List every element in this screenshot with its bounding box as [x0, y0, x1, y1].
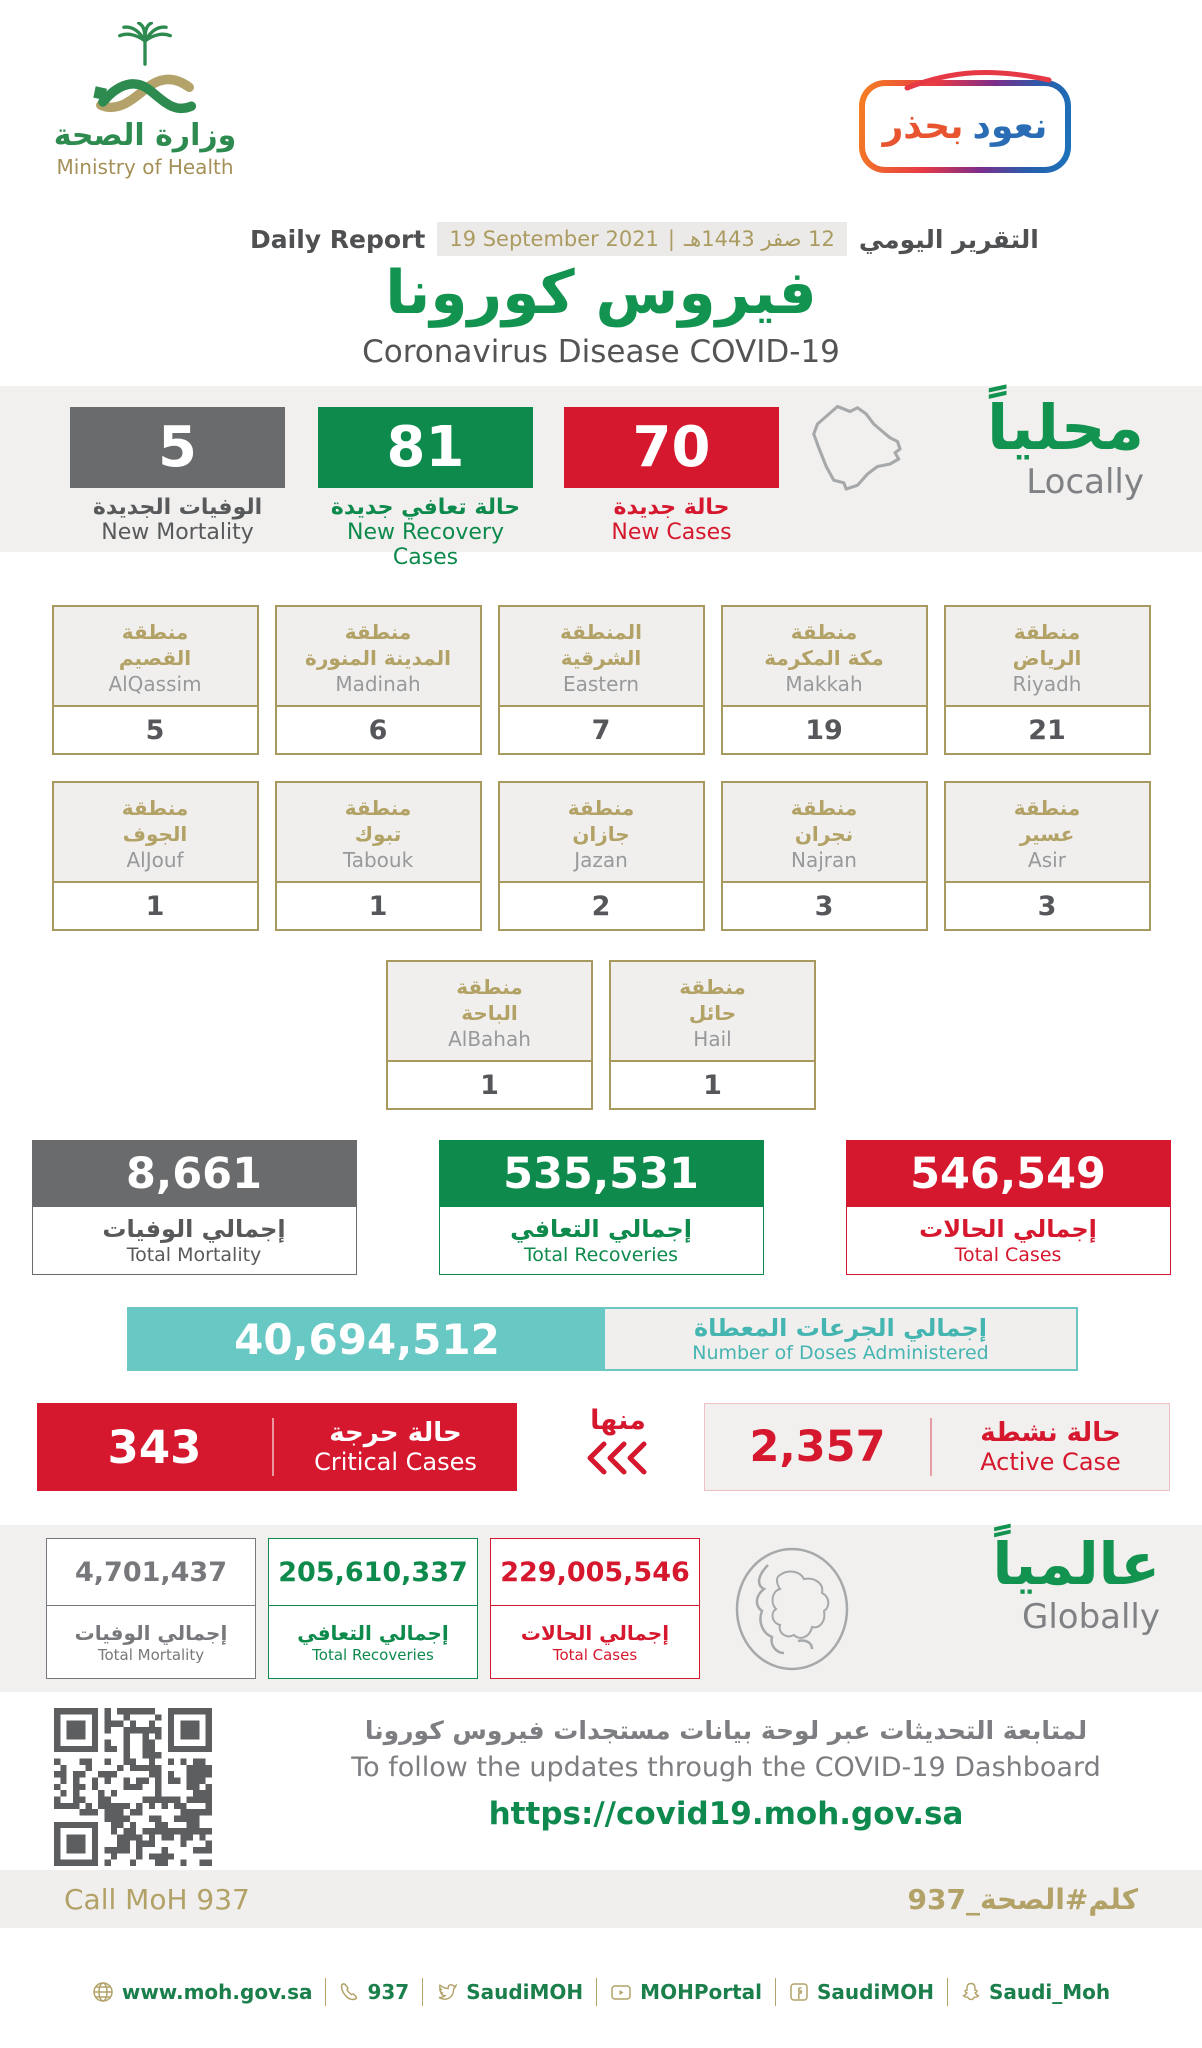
globally-heading-en: Globally [1021, 1596, 1160, 1637]
region-name-en: Tabouk [342, 847, 414, 872]
region-value: 5 [145, 714, 165, 746]
critical-cases-label-ar: حالة حرجة [329, 1418, 462, 1448]
active-cases-box [704, 1403, 1170, 1491]
new-recoveries-stat [318, 407, 533, 570]
region-name-en: Asir [1028, 847, 1066, 872]
region-name-ar: منطقة نجران [790, 795, 858, 846]
total-cases-label-en: Total Cases [954, 1244, 1062, 1266]
dashboard-line-ar: لمتابعة التحديثات عبر لوحة بيانات مستجدات فيروس كورونا [364, 1716, 1088, 1745]
global-mortality-value: 4,701,437 [47, 1539, 255, 1606]
global-recoveries-label-en: Total Recoveries [312, 1645, 434, 1664]
of-which-label: منها [590, 1405, 646, 1436]
global-recoveries-label-ar: إجمالي التعافي [297, 1620, 449, 1645]
new-recoveries-value: 81 [318, 407, 533, 488]
region-card-aljouf [52, 781, 259, 931]
global-mortality-card [46, 1538, 256, 1679]
new-mortality-value: 5 [70, 407, 285, 488]
status-row [0, 1403, 1202, 1491]
total-cases-card [846, 1140, 1171, 1275]
dashboard-info [290, 1716, 1162, 1832]
footer-item-youtube[interactable]: MOHPortal [597, 1980, 775, 2004]
region-name-ar: منطقة القصيم [118, 619, 192, 670]
region-card-jazan [498, 781, 705, 931]
region-card-eastern [498, 605, 705, 755]
global-cases-value: 229,005,546 [491, 1539, 699, 1606]
globally-heading [992, 1530, 1160, 1637]
footer-item-phone[interactable]: 937 [326, 1980, 422, 2004]
logo-arabic-text: وزارة الصحة [53, 118, 237, 153]
moh-logo-icon [70, 22, 220, 122]
region-name-ar: منطقة المدينة المنورة [305, 619, 451, 670]
region-value: 7 [591, 714, 611, 746]
region-value: 21 [1028, 714, 1066, 746]
locally-section [0, 386, 1202, 570]
region-name-en: Hail [693, 1026, 732, 1051]
footer-item-facebook[interactable]: SaudiMOH [776, 1980, 947, 2004]
region-name-en: AlJouf [126, 847, 184, 872]
region-value: 1 [368, 890, 388, 922]
critical-cases-value: 343 [107, 1420, 202, 1474]
logo-english-text: Ministry of Health [56, 155, 234, 179]
active-cases-label-en: Active Case [980, 1448, 1121, 1476]
region-value: 1 [703, 1069, 722, 1101]
badge-swoosh-icon [903, 66, 1053, 92]
global-cases-label-en: Total Cases [552, 1645, 638, 1664]
qr-code [54, 1708, 212, 1866]
region-name-en: Najran [791, 847, 857, 872]
return-with-caution-badge [859, 80, 1071, 173]
region-name-ar: منطقة الباحة [456, 974, 523, 1025]
footer-item-twitter[interactable]: SaudiMOH [423, 1980, 596, 2004]
new-recoveries-label-en: New Recovery Cases [347, 520, 504, 570]
total-cases-value: 546,549 [847, 1141, 1170, 1207]
total-mortality-label-en: Total Mortality [126, 1244, 262, 1266]
saudi-arabia-map-icon [795, 394, 945, 524]
new-recoveries-label-ar: حالة تعافي جديدة [330, 495, 521, 520]
new-mortality-label-en: New Mortality [101, 520, 254, 545]
doses-value: 40,694,512 [129, 1309, 605, 1369]
region-card-makkah [721, 605, 928, 755]
active-cases-value: 2,357 [749, 1422, 886, 1472]
youtube-icon [610, 1982, 632, 2002]
total-cases-label-ar: إجمالي الحالات [919, 1215, 1097, 1243]
region-name-ar: منطقة مكة المكرمة [764, 619, 884, 670]
of-which-connector [570, 1403, 666, 1476]
snapchat-icon [961, 1982, 981, 2002]
region-card-alqassim [52, 605, 259, 755]
totals-row [0, 1140, 1202, 1275]
critical-cases-box [37, 1403, 517, 1491]
total-mortality-value: 8,661 [33, 1141, 356, 1207]
region-card-asir [944, 781, 1151, 931]
region-name-en: Madinah [335, 671, 421, 696]
doses-administered-bar [127, 1307, 1078, 1371]
call-moh-label-en: Call MoH 937 [64, 1882, 250, 1916]
region-value: 2 [591, 890, 611, 922]
total-mortality-card [32, 1140, 357, 1275]
region-name-ar: منطقة عسير [1013, 795, 1081, 846]
region-card-riyadh [944, 605, 1151, 755]
region-name-en: Makkah [785, 671, 863, 696]
region-name-en: Eastern [562, 671, 639, 696]
footer-item-website[interactable]: www.moh.gov.sa [79, 1980, 326, 2004]
call-moh-hashtag-ar: كلم#الصحة_937 [907, 1882, 1138, 1916]
region-card-tabouk [275, 781, 482, 931]
global-recoveries-card [268, 1538, 478, 1679]
region-name-en: Riyadh [1012, 671, 1082, 696]
total-recoveries-card [439, 1140, 764, 1275]
region-name-ar: منطقة الجوف [121, 795, 189, 846]
total-recoveries-label-en: Total Recoveries [523, 1244, 679, 1266]
global-cases-label-ar: إجمالي الحالات [520, 1620, 670, 1645]
locally-heading [987, 391, 1144, 503]
globally-heading-ar: عالمياً [992, 1530, 1160, 1598]
region-name-ar: منطقة تبوك [344, 795, 412, 846]
global-mortality-label-ar: إجمالي الوفيات [74, 1620, 228, 1645]
region-value: 3 [814, 890, 834, 922]
region-value: 6 [368, 714, 388, 746]
active-cases-label-ar: حالة نشطة [980, 1418, 1121, 1448]
region-row-3 [0, 960, 1202, 1110]
global-cases-card [490, 1538, 700, 1679]
global-recoveries-value: 205,610,337 [269, 1539, 477, 1606]
new-mortality-stat [70, 407, 285, 545]
locally-heading-ar: محلياً [987, 391, 1144, 464]
region-name-ar: منطقة حائل [679, 974, 746, 1025]
footer-item-snapchat[interactable]: Saudi_Moh [948, 1980, 1123, 2004]
new-cases-value: 70 [564, 407, 779, 488]
region-name-en: Jazan [574, 847, 628, 872]
region-card-madinah [275, 605, 482, 755]
region-card-najran [721, 781, 928, 931]
chevrons-left-icon [582, 1440, 654, 1476]
badge-text: نعود بحذر [865, 86, 1065, 167]
new-cases-stat [564, 407, 779, 545]
critical-cases-label-en: Critical Cases [314, 1448, 477, 1476]
total-mortality-label-ar: إجمالي الوفيات [102, 1215, 286, 1243]
total-recoveries-label-ar: إجمالي التعافي [510, 1215, 692, 1243]
doses-label-en: Number of Doses Administered [692, 1342, 989, 1364]
phone-icon [339, 1982, 359, 2002]
region-value: 19 [805, 714, 843, 746]
new-cases-label-ar: حالة جديدة [613, 495, 730, 520]
region-card-hail [609, 960, 816, 1110]
page-title-arabic: فيروس كورونا [385, 258, 817, 328]
total-recoveries-value: 535,531 [440, 1141, 763, 1207]
dashboard-url-link[interactable]: https://covid19.moh.gov.sa [488, 1796, 964, 1832]
page-title-english: Coronavirus Disease COVID-19 [362, 334, 840, 370]
daily-report-label-ar: التقرير اليومي [858, 224, 1039, 254]
region-row-2 [0, 781, 1202, 931]
facebook-icon [789, 1982, 809, 2002]
social-footer [0, 1978, 1202, 2006]
new-cases-label-en: New Cases [611, 520, 732, 545]
region-name-ar: منطقة الرياض [1012, 619, 1082, 670]
region-value: 3 [1037, 890, 1057, 922]
region-name-ar: منطقة جازان [567, 795, 635, 846]
globe-icon [92, 1981, 114, 2003]
daily-report-label-en: Daily Report [250, 224, 426, 254]
region-name-en: AlBahah [448, 1026, 531, 1051]
dashboard-line-en: To follow the updates through the COVID-19 Dashboard [351, 1752, 1101, 1783]
region-row-1 [0, 605, 1202, 755]
report-date-row [250, 222, 1039, 256]
call-moh-bar [0, 1870, 1202, 1928]
global-mortality-label-en: Total Mortality [97, 1645, 205, 1664]
twitter-icon [436, 1982, 458, 2002]
region-value: 1 [480, 1069, 499, 1101]
globe-icon [728, 1545, 856, 1673]
moh-logo [45, 22, 245, 179]
globally-section [0, 1525, 1202, 1692]
locally-heading-en: Locally [1026, 462, 1144, 503]
new-mortality-label-ar: الوفيات الجديدة [92, 495, 263, 520]
report-date: 19 September 2021 | 12 صفر 1443هـ [437, 222, 847, 256]
region-name-en: AlQassim [108, 671, 202, 696]
region-card-albahah [386, 960, 593, 1110]
doses-label-ar: إجمالي الجرعات المعطاة [693, 1314, 988, 1342]
region-name-ar: المنطقة الشرقية [560, 619, 642, 670]
region-value: 1 [145, 890, 165, 922]
